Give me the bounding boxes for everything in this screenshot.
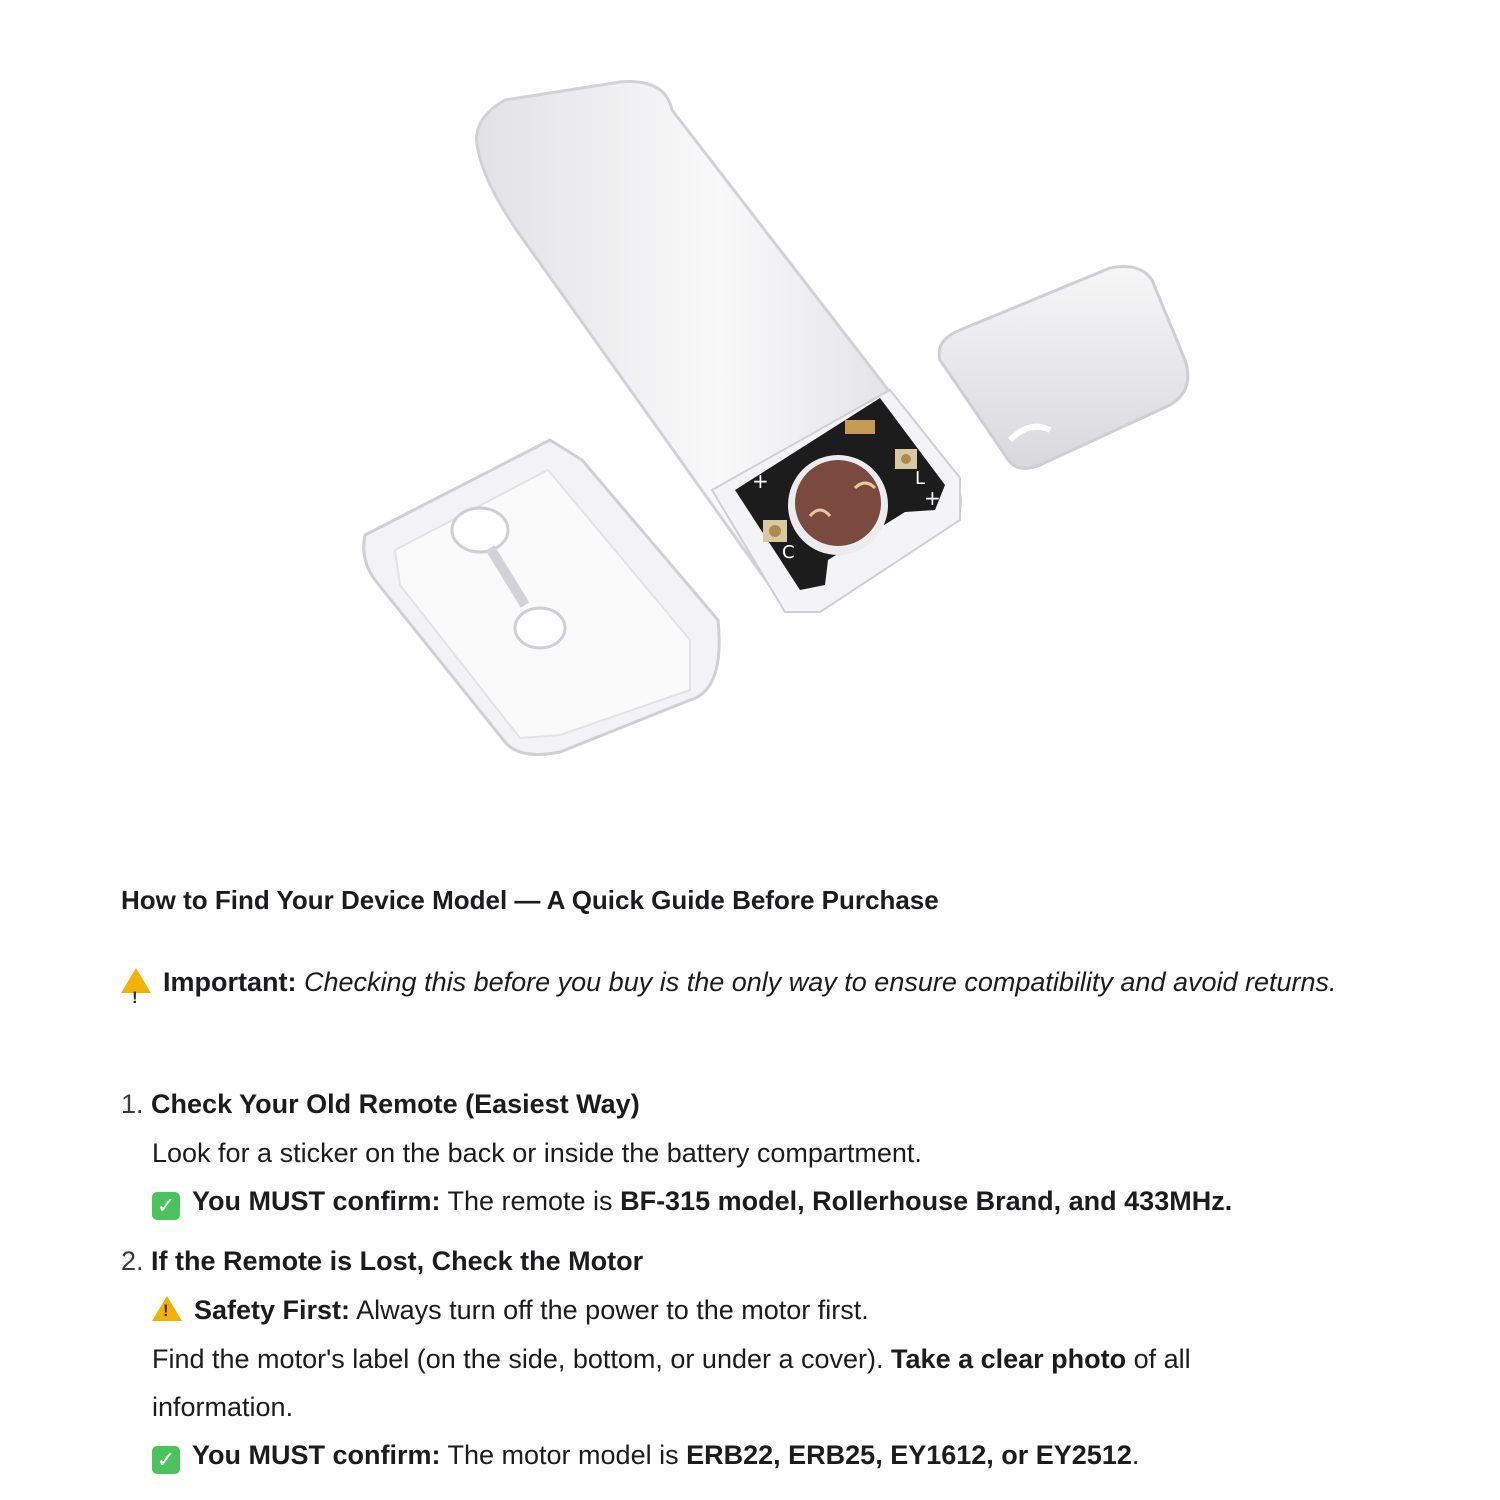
step-1-number: 1. (121, 1089, 144, 1119)
step-2-heading: If the Remote is Lost, Check the Motor (151, 1246, 644, 1276)
step-1-description: Look for a sticker on the back or inside the battery compartment. (152, 1138, 922, 1168)
step-1-heading: Check Your Old Remote (Easiest Way) (151, 1089, 640, 1119)
step-1-confirm-text: The remote is (447, 1186, 613, 1216)
step-2-description-cont: information. (152, 1392, 294, 1422)
important-note (121, 958, 1421, 1007)
step-1-confirm (152, 1186, 1232, 1220)
step-2-safety-label: Safety First: (194, 1295, 351, 1325)
important-text: Checking this before you buy is the only way to ensure compatibility and avoid returns. (304, 967, 1337, 997)
step-2-number: 2. (121, 1246, 144, 1276)
plus-left-mark: + (752, 469, 769, 493)
step-2-confirm-text: The motor model is (447, 1440, 679, 1470)
step-1-confirm-label: You MUST confirm: (192, 1186, 441, 1216)
warning-icon (152, 1296, 182, 1321)
step-1-confirm-bold: BF-315 model, Rollerhouse Brand, and 433MHz. (620, 1186, 1233, 1216)
step-2-safety-text: Always turn off the power to the motor first. (356, 1295, 869, 1325)
step-2-description (152, 1344, 1191, 1375)
step-2-description-b: of all (1133, 1344, 1191, 1374)
l-mark: L (915, 468, 926, 489)
check-icon: ✓ (152, 1446, 180, 1474)
c-mark: C (782, 542, 795, 563)
step-2-heading-row (121, 1246, 643, 1277)
mount-hole-top (452, 508, 508, 552)
check-icon: ✓ (152, 1192, 180, 1220)
step-1-heading-row (121, 1089, 640, 1120)
guide-title: How to Find Your Device Model — A Quick Guide Before Purchase (121, 885, 939, 915)
important-label: Important: (163, 967, 297, 997)
plus-right-mark: + (924, 486, 941, 510)
step-2-confirm-tail: . (1131, 1440, 1140, 1470)
coin-battery (795, 460, 881, 546)
step-2-description-bold: Take a clear photo (891, 1344, 1127, 1374)
step-2-safety (152, 1295, 869, 1326)
mount-hole-bottom (515, 608, 565, 648)
step-2-confirm (152, 1440, 1139, 1474)
warning-icon (121, 968, 151, 993)
step-2-description-a: Find the motor's label (on the side, bottom, or under a cover). (152, 1344, 884, 1374)
step-2-confirm-bold: ERB22, ERB25, EY1612, or EY2512 (686, 1440, 1132, 1470)
step-2-confirm-label: You MUST confirm: (192, 1440, 441, 1470)
